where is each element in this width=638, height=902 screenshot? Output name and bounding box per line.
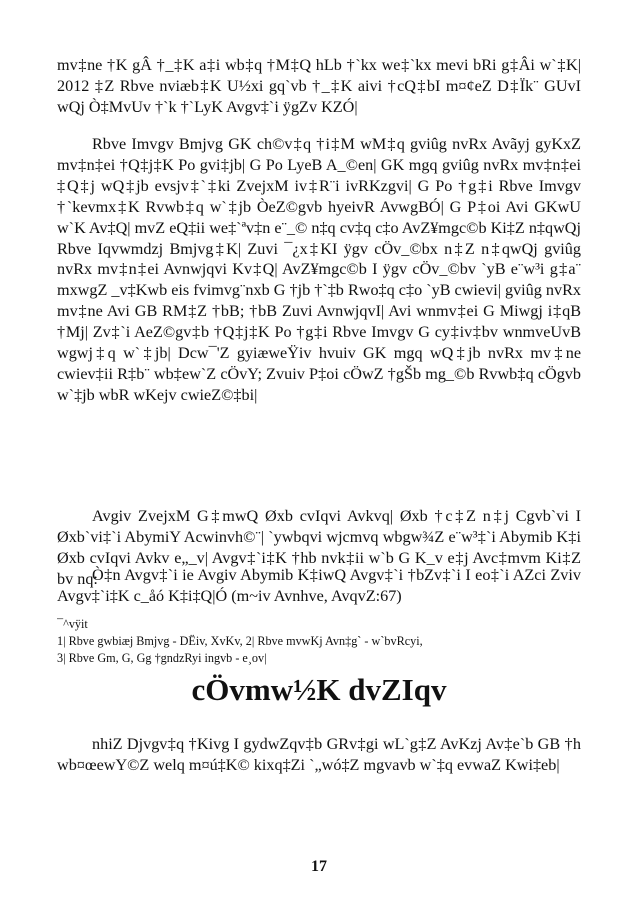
paragraph-closing: nhiZ Djvgv‡q †Kivg I gydwZqv‡b GRv‡gi wL`g‡Z AvKzj Av‡e`b GB †h wb¤œewY©Z welq m¤ú‡K© kixq‡Zi `„wó‡Z mgvavb w`‡q evwaZ Kwi‡eb| [57,735,581,774]
footnotes [57,616,581,668]
paragraph-tablig: Avgiv ZvejxM G‡mwQ Øxb cvIqvi Avkvq| Øxb †c‡Z n‡j Cgvb`vi I Øxb`vi‡`i AbymiY Acwinvh©¨| `ywbqvi wjcmvq wbgw¾Z e¨w³‡`i Abymib K‡i Øxb cvIqvi Avkv e„_v| Avgv‡`i‡K †hb nvk‡ii w`b G K_v e‡j Avc‡mvm Ki‡Z bv nq: [57,507,581,588]
paragraph-body: Rbve Imvgv Bmjvg GK ch©v‡q †i‡M wM‡q gviûg nvRx Avãyj gyKxZ mv‡n‡ei †Q‡j‡K Po gvi‡jb| G Po LyeB A_©en| GK mgq gviûg nvRx mv‡n‡ei ‡Q‡j wQ‡jb evsjv‡`‡ki ZvejxM iv‡R¨i ivRKzgvi| G Po †g‡i Rbve Imvgv †`kevmx‡K Rvwb‡q w`‡jb ÒeZ©gvb hyeivR AvwgBÓ| G P‡oi Avi GKwU w`K Av‡Q| mvZ eQ‡ii we‡`ªv‡n e¨_© n‡q cv‡q c‡o AvZ¥mgc©b Ki‡Z n‡qwQj Rbve Iqvwmdzj Bmjvg‡K| Zuvi ¯¿x‡KI ÿgv cÖv_©bx n‡Z n‡qwQj gviûg nvRx mv‡n‡ei Avnwjqvi Kv‡Q| AvZ¥mgc©b I ÿgv cÖv_©bv `yB e¨w³i g‡a¨ mxwgZ _v‡Kwb eis fvimvg¨nxb G †jb †`‡b Rwo‡q c‡o `yB cwievi| gviûg nvRx mv‡ne Avi GB RM‡Z †bB; †bB Zuvi AvnwjqvI| Avi wnmv‡ei G Miwgj i‡qB †Mj| Zv‡`i AeZ©gv‡b †Q‡j‡K Po †g‡i Rbve Imvgv G cy‡iv‡bv wnmveUvB wgwj‡q w`‡jb| Dcw¯'Z gyiæweŸiv hvuiv GK mgq wQ‡jb nvRx mv‡ne cwiev‡ii R‡b¨ wb‡ew`Z cÖvY; Zvuiv P‡oi cÖwZ †gŠb mg_©b Rvwb‡q cÖgvb w`‡jb wbR wKejv cwieZ©‡bi| [57,135,581,404]
footnote-title: ¯^vÿit [57,617,88,631]
paragraph-quote: Ò‡n Avgv‡`i ie Avgiv Abymib K‡iwQ Avgv‡`i †bZv‡`i I eo‡`i AZci Zviv Avgv‡`i‡K c_åó K‡i‡Q|Ó (m~iv Avnhve, AvqvZ:67) [57,566,581,605]
paragraph-intro: mv‡ne †K gÂ †_‡K a‡i wb‡q †M‡Q hLb †`kx we‡`kx mevi bRi g‡Âi w`‡K| 2012 ‡Z Rbve nviæb‡K U½xi gq`vb †_‡K aivi †cQ‡bI m¤¢eZ D‡Ïk¨ GUvI wQj Ò‡MvUv †`k †`LyK Avgv‡`i ÿgZv KZÓ| [57,56,581,116]
section-heading: cÖvmw½K dvZIqv [191,672,447,707]
footnote-line: 1| Rbve gwbiæj Bmjvg - DËiv, XvKv, 2| Rbve mvwKj Avn‡g` - w`bvRcyi, [57,634,423,649]
page-number: 17 [311,858,327,875]
footnote-line: 3| Rbve Gm, G, Gg †gndzRyi ingvb - e¸ov| [57,651,267,666]
